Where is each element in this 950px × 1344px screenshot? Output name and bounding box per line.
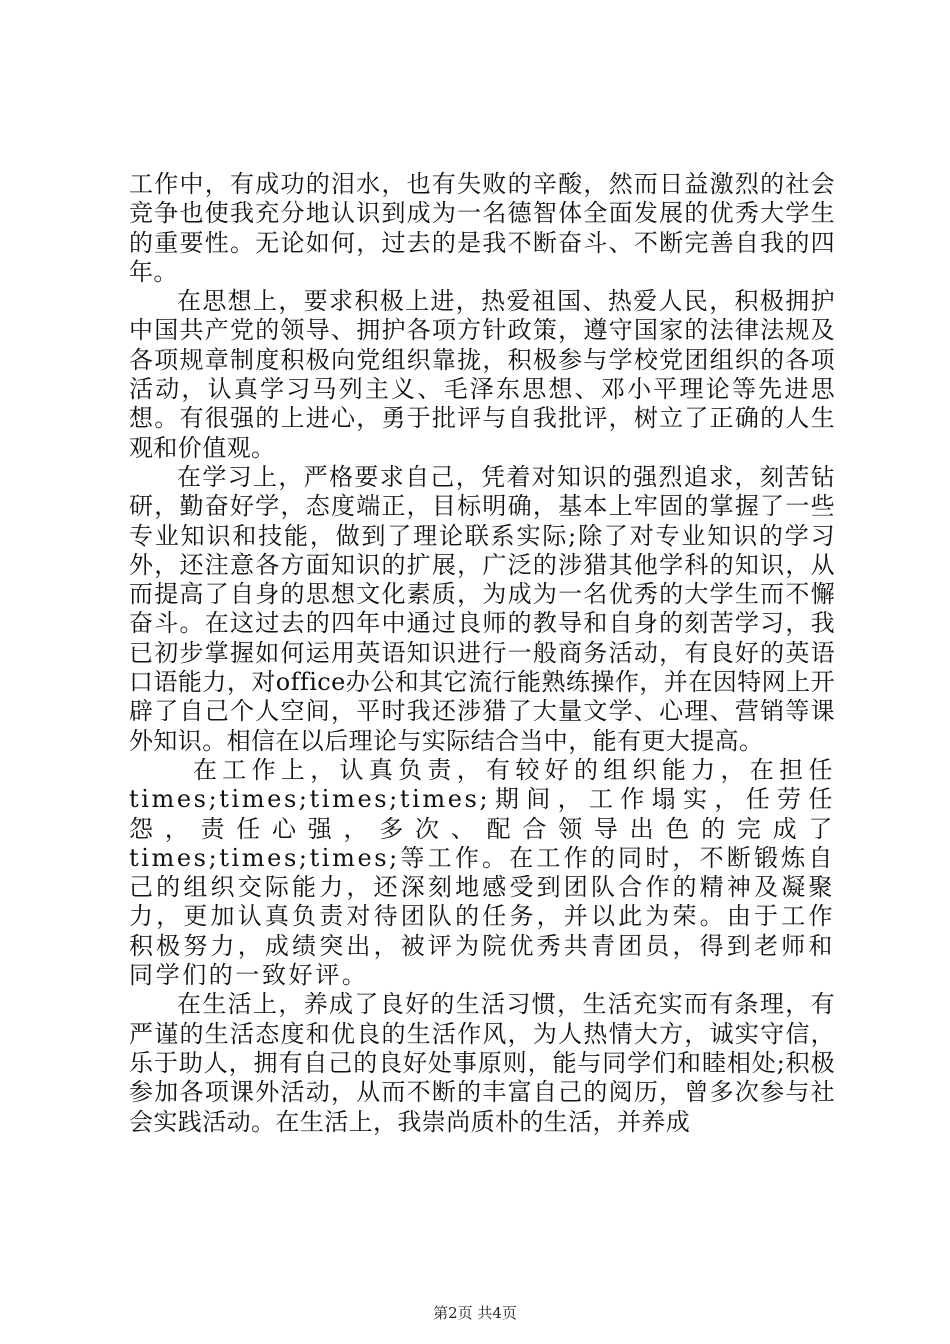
paragraph-4: 在工作上，认真负责，有较好的组织能力，在担任times;times;times;times;期间，工作塌实，任劳任怨，责任心强，多次、配合领导出色的完成了 times;times;times;等工作。在工作的同时，不断锻炼自己的组织交际能力，还深刻地感受到团队合作的精神及凝聚力，更加认真负责对待团队的任务，并以此为荣。由于工作积极努力，成绩突出，被评为院优秀共青团员，得到老师和同学们的一致好评。 [129, 755, 835, 990]
paragraph-1: 工作中，有成功的泪水，也有失败的辛酸，然而日益激烈的社会竞争也使我充分地认识到成为一名德智体全面发展的优秀大学生的重要性。无论如何，过去的是我不断奋斗、不断完善自我的四年。 [129, 170, 835, 286]
paragraph-3: 在学习上，严格要求自己，凭着对知识的强烈追求，刻苦钻研，勤奋好学，态度端正，目标明确，基本上牢固的掌握了一些专业知识和技能，做到了理论联系实际;除了对专业知识的学习外，还注意各方面知识的扩展，广泛的涉猎其他学科的知识，从而提高了自身的思想文化素质，为成为一名优秀的大学生而不懈奋斗。在这过去的四年中通过良师的教导和自身的刻苦学习，我已初步掌握如何运用英语知识进行一般商务活动，有良好的英语口语能力，对office办公和其它流行能熟练操作，并在因特网上开辟了自己个人空间，平时我还涉猎了大量文学、心理、营销等课外知识。相信在以后理论与实际结合当中，能有更大提高。 [129, 462, 835, 755]
document-body [129, 170, 835, 1137]
page-number-footer: 第2页 共4页 [433, 1304, 517, 1322]
paragraph-5: 在生活上，养成了良好的生活习惯，生活充实而有条理，有严谨的生活态度和优良的生活作风，为人热情大方，诚实守信，乐于助人，拥有自己的良好处事原则，能与同学们和睦相处;积极参加各项课外活动，从而不断的丰富自己的阅历，曾多次参与社会实践活动。在生活上，我崇尚质朴的生活，并养成 [129, 990, 835, 1136]
paragraph-2: 在思想上，要求积极上进，热爱祖国、热爱人民，积极拥护中国共产党的领导、拥护各项方针政策，遵守国家的法律法规及各项规章制度积极向党组织靠拢，积极参与学校党团组织的各项活动，认真学习马列主义、毛泽东思想、邓小平理论等先进思想。有很强的上进心，勇于批评与自我批评，树立了正确的人生观和价值观。 [129, 287, 835, 462]
